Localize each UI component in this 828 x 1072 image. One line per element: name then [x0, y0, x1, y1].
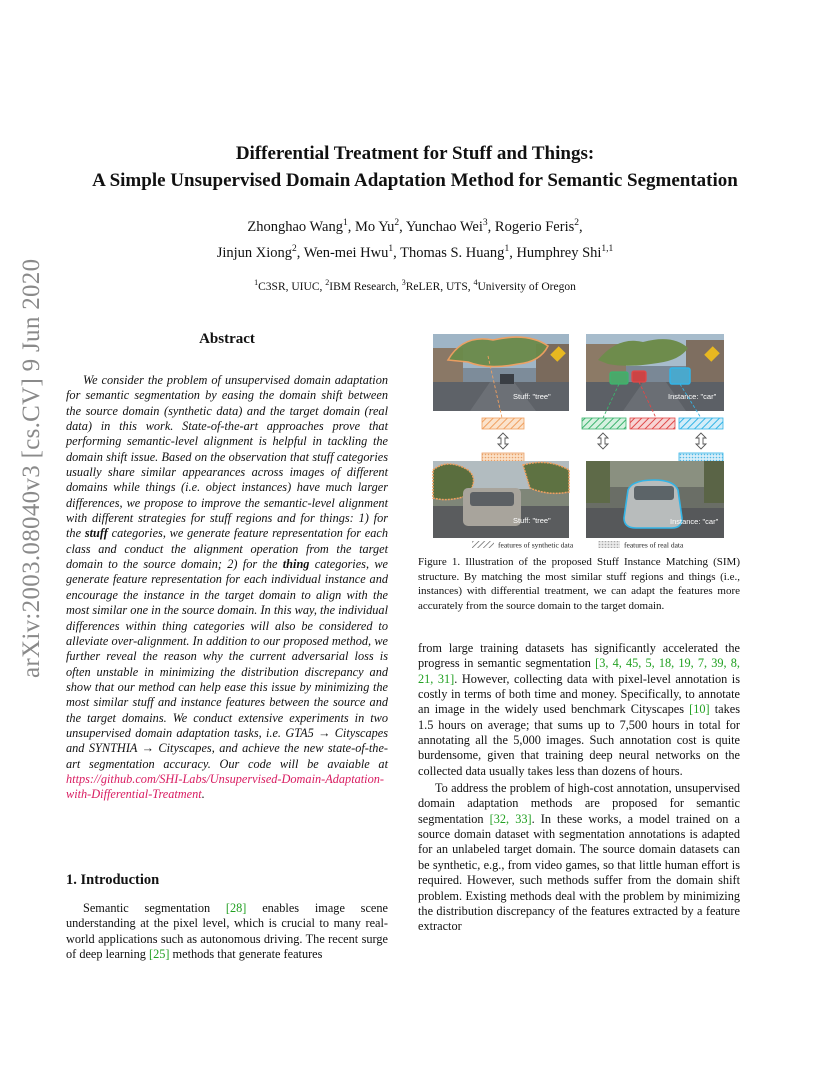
synthetic-instance-feature [582, 418, 626, 429]
author-line-2: Jinjun Xiong$^2$, Wen-mei Hwu$^1$, Thomas S. Huang$^1$, Humphrey Shi$^{1,1}$ [216, 243, 614, 261]
paper-title [60, 140, 770, 194]
intro-paragraph: Semantic segmentation [28] enables image scene understanding at the pixel level, which is crucial to many real-world applications such as autonomous driving. The recent surge of deep learning [25] methods that generate features [66, 901, 388, 962]
legend-synthetic-label: features of synthetic data [498, 540, 574, 550]
figure-label: Stuff: "tree" [513, 392, 551, 401]
citation-link[interactable]: [25] [148, 947, 170, 962]
affiliations: $^1$C3SR, UIUC, $^2$IBM Research, $^3$ReLER, UTS, $^4$University of Oregon [254, 278, 576, 293]
author: Mo Yu [354, 218, 395, 235]
real-image-instance [586, 461, 724, 538]
author: Rogerio Feris [494, 218, 575, 235]
author-line-1: Zhonghao Wang$^1$, Mo Yu$^2$, Yunchao Wei$^3$, Rogerio Feris$^2$, [247, 218, 583, 235]
real-image-stuff [433, 461, 569, 538]
synthetic-image-stuff [433, 334, 569, 411]
synthetic-instance-feature [679, 418, 723, 429]
figure-1-sim-illustration [418, 330, 740, 552]
synthetic-instance-feature [630, 418, 675, 429]
figure-label: Stuff: "tree" [513, 516, 551, 525]
author: Thomas S. Huang [400, 244, 505, 261]
matching-arrow-icon [498, 433, 706, 449]
author: Humphrey Shi [516, 244, 602, 261]
arxiv-identifier: arXiv:2003.08040v3 [cs.CV] 9 Jun 2020 [18, 258, 45, 678]
legend-real-label: features of real data [624, 540, 684, 550]
title-line-1: Differential Treatment for Stuff and Things: [235, 143, 595, 164]
author: Jinjun Xiong [216, 244, 293, 261]
author-list [60, 212, 770, 264]
figure-label: Instance: "car" [670, 517, 719, 526]
citation-link[interactable]: [10] [689, 702, 710, 717]
author: Yunchao Wei [405, 218, 483, 235]
legend-synthetic-swatch [472, 541, 494, 548]
author: Wen-mei Hwu [303, 244, 389, 261]
citation-link[interactable]: [3, 4, 45, 5, 18, 19, 7, 39, 8, 21, 31] [418, 656, 740, 686]
citation-link[interactable]: [28] [225, 901, 247, 915]
code-link[interactable]: https://github.com/SHI-Labs/Unsupervised-Domain-Adaptation-with-Differential-Treatment [66, 771, 384, 802]
intro-continued [418, 641, 740, 935]
figure-legend [472, 541, 684, 550]
citation-link[interactable]: [32, 33] [489, 811, 532, 826]
author: Zhonghao Wang [247, 218, 343, 235]
paragraph: To address the problem of high-cost annotation, unsupervised domain adaptation methods are proposed for semantic segmentation [32, 33]. In these works, a model trained on a source domain dataset with segmentation annotations is adapted for an unlabeled target domain. The source domain datasets can be synthetic, e.g., from video games, so that little human effort is required. However, such methods suffer from the domain shift problem. Existing methods deal with the problem by minimizing the distribution discrepancy of the features extracted by a feature extractor [418, 781, 740, 934]
abstract-body: We consider the problem of unsupervised domain adaptation for semantic segmentation by easing the domain shift between the source domain (synthetic data) and the target domain (real data) in this work. State-of-the-art approaches prove that performing semantic-level alignment is helpful in tackling the domain shift issue. Based on the observation that stuff categories usually share similar appearances across images of different domains while things (i.e. object instances) have much larger differences, we propose to improve the semantic-level alignment with different strategies for stuff regions and for things: 1) for the stuff categories, we generate feature representation for each class and conduct the alignment operation from the target domain to the source domain; 2) for the thing categories, we generate feature representation for each individual instance and encourage the instance in the target domain to align with the most similar one in the source domain. In this way, the individual differences within thing categories will also be considered to alleviate over-alignment. In addition to our proposed method, we further reveal the reason why the current adversarial loss is often unstable in minimizing the distribution discrepancy and show that our method can help ease this issue by minimizing the most similar stuff and instance features between the source and the target domains. We conduct extensive experiments in two unsupervised domain adaptation tasks, i.e. GTA5 → Cityscapes and SYNTHIA → Cityscapes, and achieve the new state-of-the-art segmentation accuracy. Our code will be avaiable at https://github.com/SHI-Labs/Unsupervised-Domain-Adaptation-with-Differential-Treatment. [66, 373, 388, 802]
figure-label: Instance: "car" [668, 392, 717, 401]
abstract-heading: Abstract [199, 331, 255, 347]
paragraph: from large training datasets has significantly accelerated the progress in semantic segmentation [3, 4, 45, 5, 18, 19, 7, 39, 8, 21, 31]. However, collecting data with pixel-level annotation is costly in terms of both time and money. Specifically, to annotate an image in the widely used benchmark Cityscapes [10] takes 1.5 hours on average; that sums up to 7,500 hours in total for annotating all the 5,000 images. Such annotation cost is quite burdensome, given that training deep neural networks on the collected data usually takes less than dozens of hours. [418, 641, 740, 778]
synthetic-stuff-feature [482, 418, 524, 429]
figure-1-caption: Figure 1. Illustration of the proposed Stuff Instance Matching (SIM) structure. By matching the most similar stuff regions and things (i.e., instances) with differential treatment, we can adapt the features more accurately from the source domain to the target domain. [418, 556, 740, 612]
synthetic-image-instance [586, 334, 724, 411]
section-heading-introduction: 1. Introduction [66, 872, 160, 888]
legend-real-swatch [598, 541, 620, 548]
title-line-2: A Simple Unsupervised Domain Adaptation Method for Semantic Segmentation [92, 170, 738, 191]
